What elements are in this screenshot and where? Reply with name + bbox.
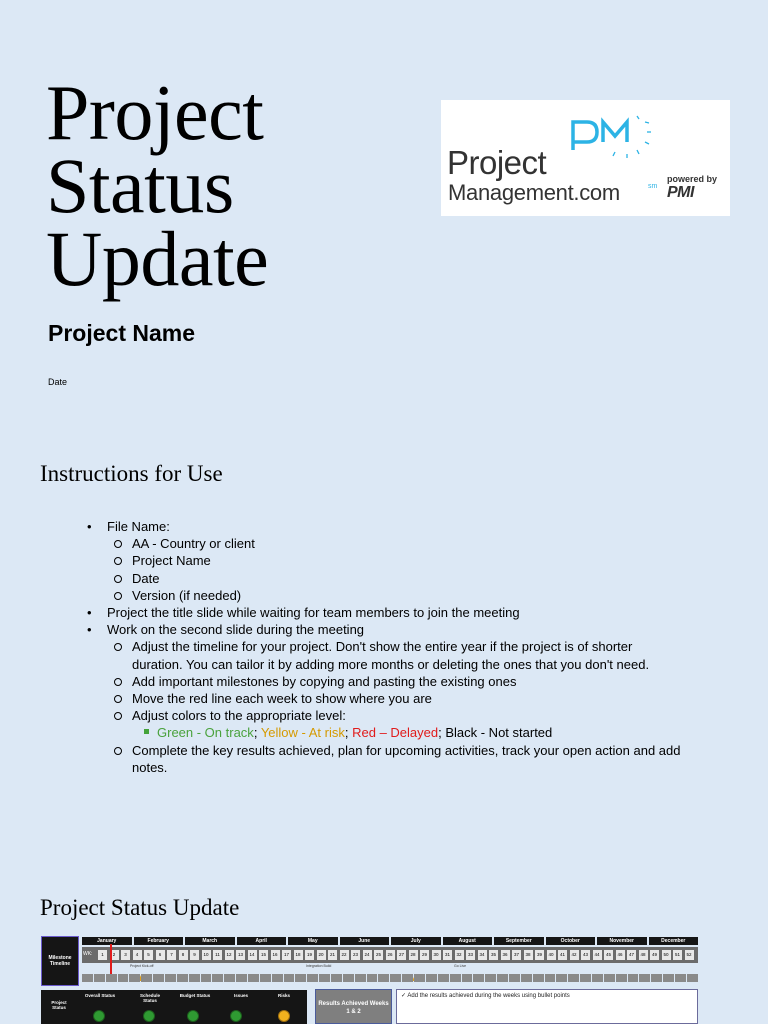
- week-number: 4: [133, 950, 142, 960]
- month-header: January: [82, 937, 132, 945]
- logo-powered-by: powered by: [667, 174, 718, 184]
- logo-sm-mark: sm: [648, 183, 658, 190]
- list-item: [84, 673, 684, 690]
- track-cell: [212, 974, 223, 982]
- status-column-header: Schedule Status: [139, 993, 160, 1003]
- milestone-track: [82, 974, 698, 982]
- legend-red: Red – Delayed: [352, 725, 439, 741]
- milestone-timeline-label: Milestone Timeline: [41, 936, 79, 986]
- current-week-red-line: [110, 944, 112, 974]
- list-item-text: Complete the key results achieved, plan for upcoming activities, track your open action and add notes.: [132, 742, 681, 775]
- title-line-1: Project: [46, 69, 264, 156]
- week-number: 27: [397, 950, 406, 960]
- week-number: 37: [512, 950, 521, 960]
- track-cell: [118, 974, 129, 982]
- week-row: [82, 947, 698, 963]
- page-title: [46, 69, 406, 302]
- week-number: 31: [443, 950, 452, 960]
- list-item: [84, 690, 684, 707]
- month-header: February: [134, 937, 184, 945]
- week-number: 32: [455, 950, 464, 960]
- track-cell: [106, 974, 117, 982]
- week-number: 15: [259, 950, 268, 960]
- list-item-text: Project the title slide while waiting for team members to join the meeting: [107, 605, 520, 621]
- track-cell: [473, 974, 484, 982]
- track-cell: [485, 974, 496, 982]
- month-header: October: [546, 937, 596, 945]
- status-dot-green-icon: [187, 1010, 199, 1022]
- list-item-text: Add important milestones by copying and pasting the existing ones: [132, 673, 517, 689]
- logo-word-management: Management.com: [448, 180, 620, 205]
- list-item-text: File Name:: [107, 519, 170, 534]
- month-header: May: [288, 937, 338, 945]
- track-cell: [141, 974, 152, 982]
- track-cell: [367, 974, 378, 982]
- list-item-text: Move the red line each week to show where you are: [132, 691, 432, 707]
- list-item-text: Adjust colors to the appropriate level:: [132, 708, 346, 724]
- track-cell: [497, 974, 508, 982]
- week-number: 16: [271, 950, 280, 960]
- track-cell: [580, 974, 591, 982]
- track-cell: [355, 974, 366, 982]
- track-cell: [545, 974, 556, 982]
- date-label: Date: [48, 377, 68, 387]
- track-cell: [663, 974, 674, 982]
- track-cell: [189, 974, 200, 982]
- month-header: June: [340, 937, 390, 945]
- list-item: [84, 570, 684, 587]
- week-number: 13: [236, 950, 245, 960]
- week-number: 47: [627, 950, 636, 960]
- results-achieved-label: Results Achieved Weeks 1 & 2: [315, 989, 392, 1024]
- status-dot-green-icon: [143, 1010, 155, 1022]
- status-dot-green-icon: [93, 1010, 105, 1022]
- week-number: 1: [98, 950, 107, 960]
- list-item: [84, 742, 684, 776]
- legend-sep: ;: [344, 725, 353, 741]
- track-cell: [236, 974, 247, 982]
- week-number: 5: [144, 950, 153, 960]
- week-number: 12: [225, 950, 234, 960]
- track-cell: [319, 974, 330, 982]
- list-item: [84, 604, 684, 621]
- logo-pmi: PMI: [667, 184, 694, 201]
- track-cell: [165, 974, 176, 982]
- title-line-3: Update: [46, 215, 269, 302]
- week-number: 50: [662, 950, 671, 960]
- month-header: March: [185, 937, 235, 945]
- project-status-panel: [41, 990, 307, 1024]
- week-number: 36: [501, 950, 510, 960]
- milestone-note: Project Kick-off: [130, 964, 154, 968]
- instructions-list: [84, 518, 684, 776]
- color-legend-item: [84, 724, 684, 741]
- week-number: 34: [478, 950, 487, 960]
- week-number: 43: [581, 950, 590, 960]
- track-cell: [390, 974, 401, 982]
- week-number: 30: [432, 950, 441, 960]
- week-number: 51: [673, 950, 682, 960]
- track-cell: [450, 974, 461, 982]
- track-cell: [604, 974, 615, 982]
- list-item-text: Work on the second slide during the meeting: [107, 622, 365, 638]
- title-line-2: Status: [46, 142, 234, 229]
- track-cell: [521, 974, 532, 982]
- list-item: [84, 621, 684, 638]
- track-cell: [307, 974, 318, 982]
- week-number: 46: [616, 950, 625, 960]
- status-column-header: Risks: [277, 993, 290, 998]
- list-item-text: Date: [132, 570, 160, 586]
- track-cell: [82, 974, 93, 982]
- week-number: 22: [340, 950, 349, 960]
- track-cell: [462, 974, 473, 982]
- track-cell: [201, 974, 212, 982]
- track-cell: [284, 974, 295, 982]
- track-cell: [378, 974, 389, 982]
- month-header: July: [391, 937, 441, 945]
- week-number: 11: [213, 950, 222, 960]
- list-item: [84, 638, 684, 672]
- logo-word-project: Project: [447, 144, 547, 181]
- week-number: 14: [248, 950, 257, 960]
- week-number: 44: [593, 950, 602, 960]
- track-cell: [331, 974, 342, 982]
- week-number: 3: [121, 950, 130, 960]
- week-number: 21: [328, 950, 337, 960]
- month-header: April: [237, 937, 287, 945]
- milestone-note: Integration Build: [306, 964, 332, 968]
- week-number: 45: [604, 950, 613, 960]
- list-item-text: Version (if needed): [132, 587, 242, 603]
- track-cell: [177, 974, 188, 982]
- legend-sep: ;: [253, 725, 261, 741]
- week-number: 2: [110, 950, 119, 960]
- track-cell: [533, 974, 544, 982]
- track-cell: [343, 974, 354, 982]
- legend-green: Green - On track: [157, 725, 254, 741]
- week-number: 19: [305, 950, 314, 960]
- week-number: 9: [190, 950, 199, 960]
- results-achieved-text: ✓ Add the results achieved during the weeks using bullet points: [396, 989, 698, 1024]
- month-header: December: [649, 937, 699, 945]
- track-cell: [675, 974, 686, 982]
- track-cell: [426, 974, 437, 982]
- week-number: 23: [351, 950, 360, 960]
- track-cell: [224, 974, 235, 982]
- milestone-note: Go Live: [454, 964, 467, 968]
- track-cell: [94, 974, 105, 982]
- track-cell: [556, 974, 567, 982]
- track-cell: [260, 974, 271, 982]
- track-cell: [628, 974, 639, 982]
- legend-sep: ;: [438, 725, 446, 741]
- track-cell: [295, 974, 306, 982]
- track-cell: [414, 974, 425, 982]
- week-number: 48: [639, 950, 648, 960]
- week-number: 7: [167, 950, 176, 960]
- month-header: November: [597, 937, 647, 945]
- list-item-text: AA - Country or client: [132, 536, 255, 552]
- status-dot-yellow-icon: [278, 1010, 290, 1022]
- instructions-heading: Instructions for Use: [40, 461, 223, 486]
- week-number: 41: [558, 950, 567, 960]
- status-slide-thumbnail: [40, 934, 700, 1024]
- track-cell: [687, 974, 698, 982]
- list-item: [84, 518, 684, 535]
- legend-black: Black - Not started: [445, 725, 553, 741]
- track-cell: [616, 974, 627, 982]
- project-status-label: Project Status: [51, 1000, 67, 1010]
- week-number: 8: [179, 950, 188, 960]
- list-item-text: Project Name: [132, 553, 211, 569]
- track-cell: [402, 974, 413, 982]
- legend-yellow: Yellow - At risk: [260, 725, 345, 741]
- track-cell: [509, 974, 520, 982]
- week-number: 49: [650, 950, 659, 960]
- week-number: 20: [317, 950, 326, 960]
- week-number: 10: [202, 950, 211, 960]
- week-number: 17: [282, 950, 291, 960]
- week-number: 25: [374, 950, 383, 960]
- week-number: 26: [386, 950, 395, 960]
- track-cell: [129, 974, 140, 982]
- list-item: [84, 587, 684, 604]
- week-number: 42: [570, 950, 579, 960]
- week-number: 33: [466, 950, 475, 960]
- wk-label: WK:: [83, 951, 93, 957]
- track-cell: [153, 974, 164, 982]
- week-number: 6: [156, 950, 165, 960]
- pm-logo-mark-icon: [567, 112, 667, 162]
- status-column-header: Overall Status: [84, 993, 116, 998]
- month-header: September: [494, 937, 544, 945]
- week-number: 18: [294, 950, 303, 960]
- week-number: 28: [409, 950, 418, 960]
- title-block: [46, 69, 406, 302]
- status-column-header: Budget Status: [179, 993, 211, 998]
- project-name: Project Name: [48, 320, 196, 346]
- week-number: 39: [535, 950, 544, 960]
- list-item: [84, 552, 684, 569]
- week-number: 29: [420, 950, 429, 960]
- week-number: 35: [489, 950, 498, 960]
- list-item: [84, 707, 684, 724]
- status-column-header: Issues: [233, 993, 248, 998]
- track-cell: [639, 974, 650, 982]
- list-item-text: Adjust the timeline for your project. Don't show the entire year if the project is of shorter duration. You can tailor it by adding more months or deleting the ones that you don't need.: [132, 639, 650, 672]
- week-number: 40: [547, 950, 556, 960]
- track-cell: [592, 974, 603, 982]
- track-cell: [272, 974, 283, 982]
- month-header: August: [443, 937, 493, 945]
- week-number: 52: [685, 950, 694, 960]
- track-cell: [248, 974, 259, 982]
- week-number: 38: [524, 950, 533, 960]
- track-cell: [438, 974, 449, 982]
- month-row: [82, 937, 698, 945]
- week-number: 24: [363, 950, 372, 960]
- status-dot-green-icon: [230, 1010, 242, 1022]
- track-cell: [568, 974, 579, 982]
- status-slide-heading: Project Status Update: [40, 895, 240, 920]
- track-cell: [651, 974, 662, 982]
- logo: [441, 100, 730, 216]
- list-item: [84, 535, 684, 552]
